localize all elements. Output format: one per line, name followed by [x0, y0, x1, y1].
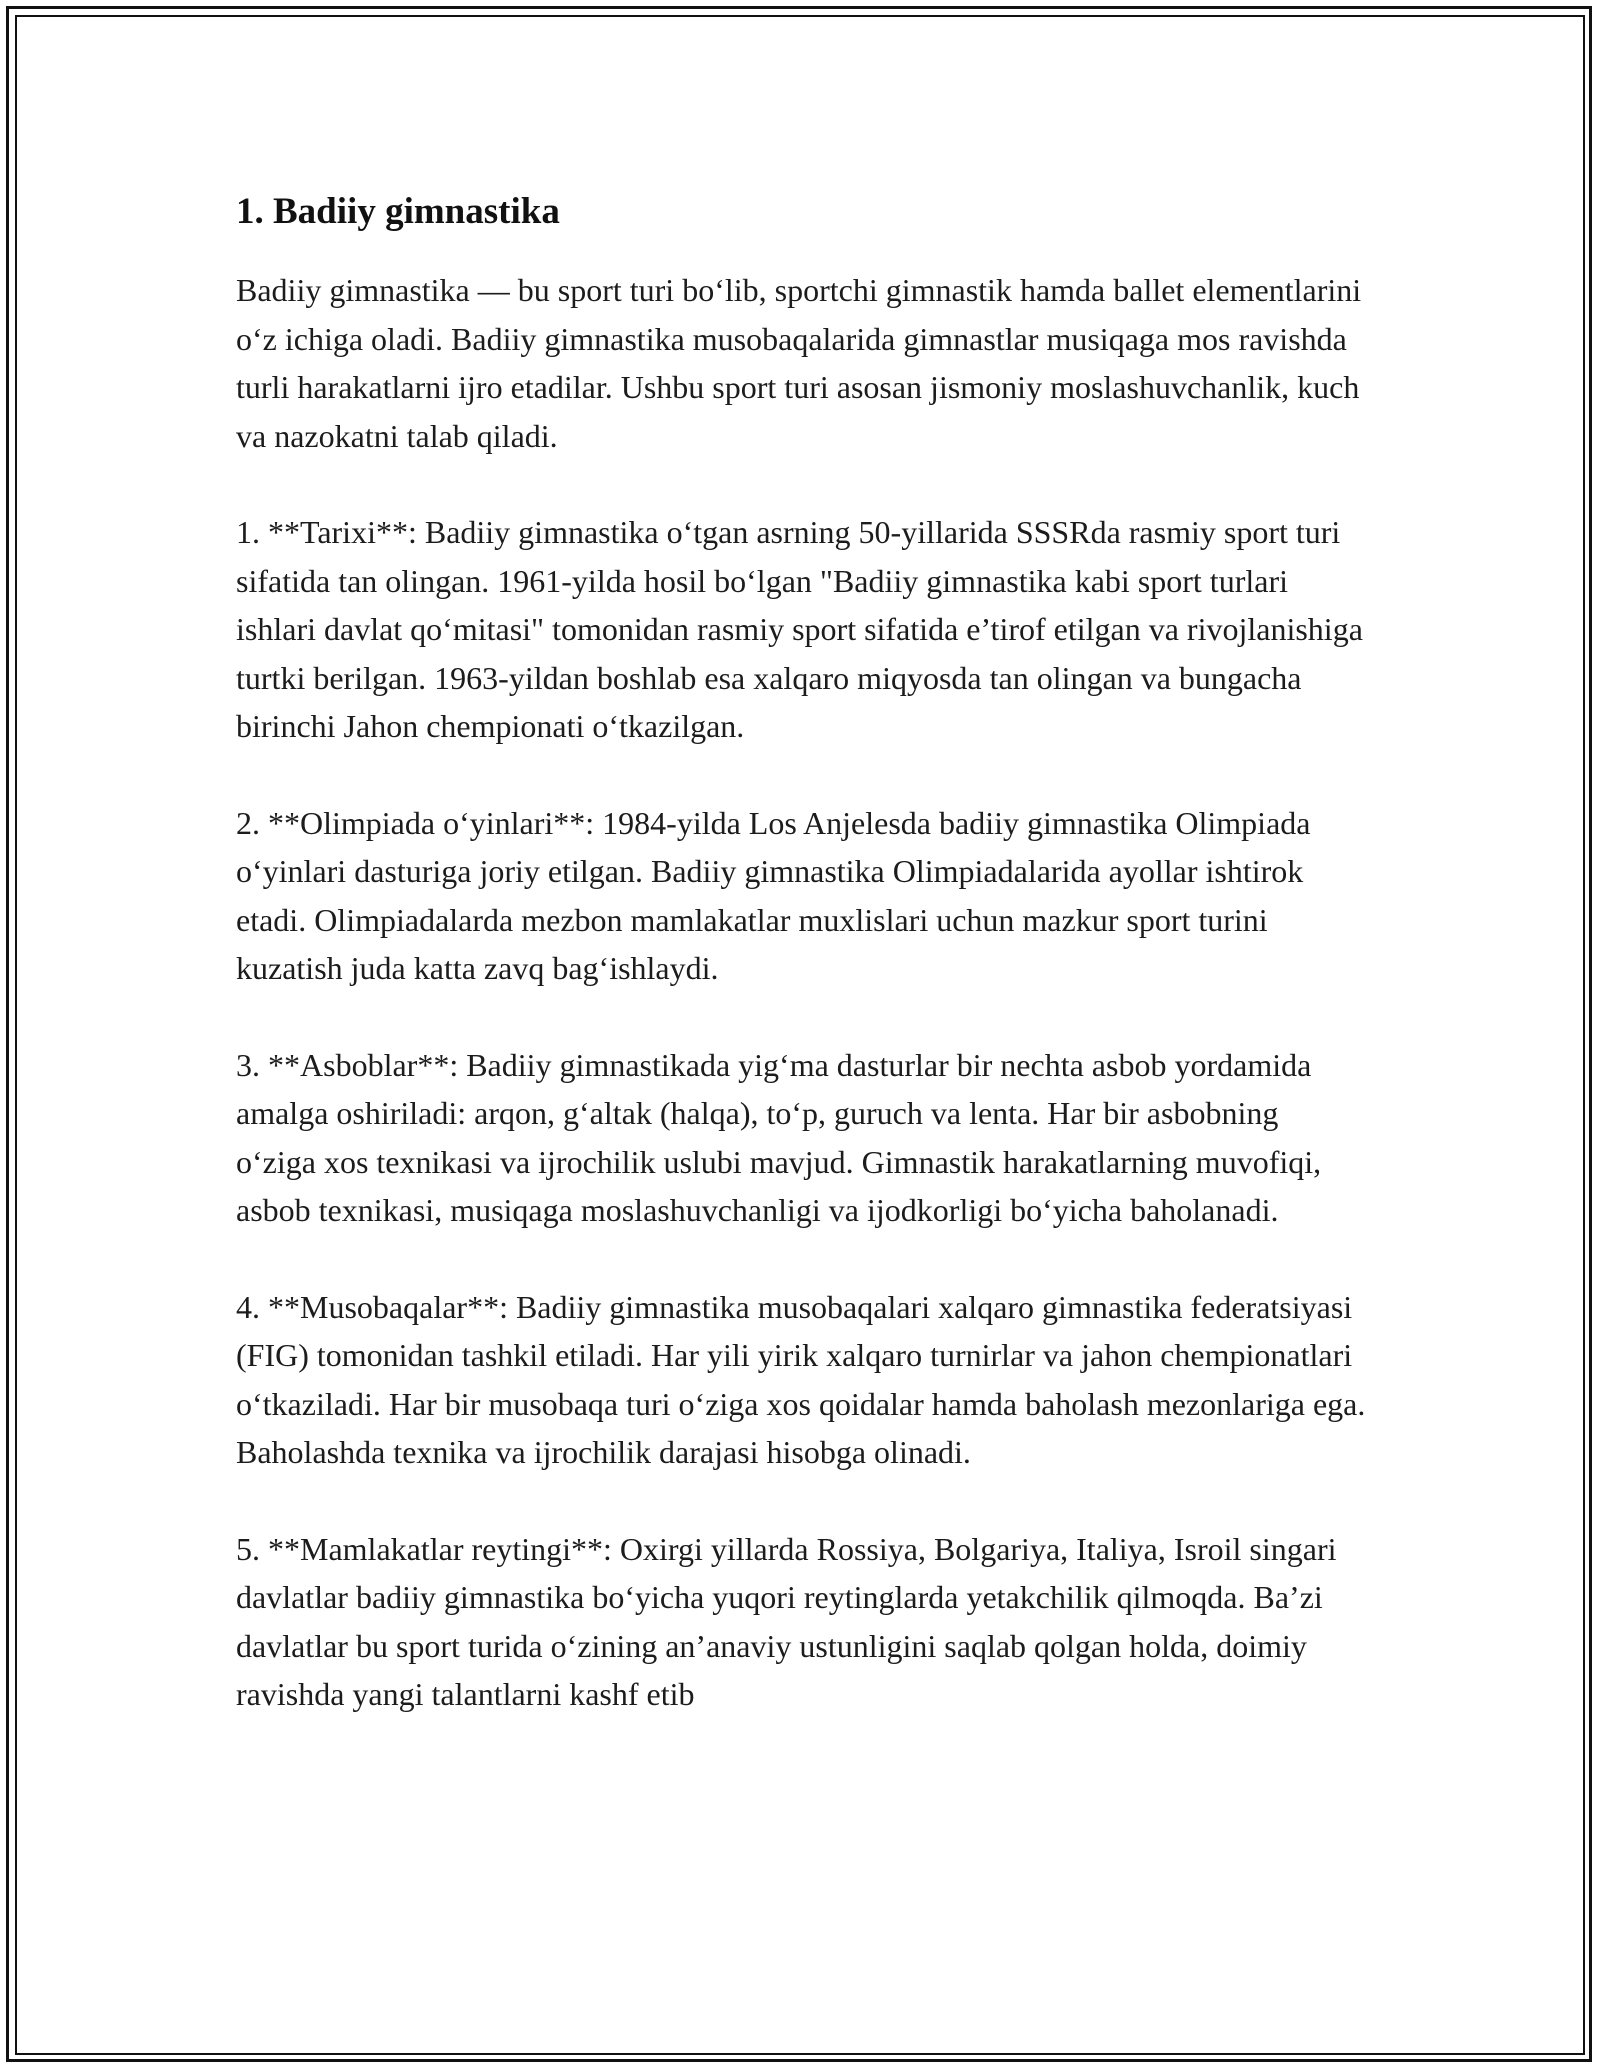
paragraph-country-ranking: 5. **Mamlakatlar reytingi**: Oxirgi yillarda Rossiya, Bolgariya, Italiya, Isroil singari davlatlar badiiy gimnastika bo‘yicha yuqori reytinglarda yetakchilik qilmoqda. Ba’zi davlatlar bu sport turida o‘zining an’anaviy ustunligini saqlab qolgan holda, doimiy ravishda yangi talantlarni kashf etib	[236, 1530, 1337, 1712]
document-title: 1. Badiiy gimnastika	[236, 191, 560, 232]
paragraph-history: 1. **Tarixi**: Badiiy gimnastika o‘tgan asrning 50-yillarida SSSRda rasmiy sport turi sifatida tan olingan. 1961-yilda hosil bo‘lgan "Badiiy gimnastika kabi sport turlari ishlari davlat qo‘mitasi" tomonidan rasmiy sport sifatida e’tirof etilgan va rivojlanishiga turtki berilgan. 1963-yildan boshlab esa xalqaro miqyosda tan olingan va bungacha birinchi Jahon chempionati o‘tkazilgan.	[236, 514, 1363, 744]
paragraph-olympics: 2. **Olimpiada o‘yinlari**: 1984-yilda Los Anjelesda badiiy gimnastika Olimpiada o‘yinlari dasturiga joriy etilgan. Badiiy gimnastika Olimpiadalarida ayollar ishtirok etadi. Olimpiadalarda mezbon mamlakatlar muxlislari uchun mazkur sport turini kuzatish juda katta zavq bag‘ishlaydi.	[236, 804, 1311, 986]
document-body	[236, 188, 1366, 1719]
paragraph-apparatus: 3. **Asboblar**: Badiiy gimnastikada yig‘ma dasturlar bir nechta asbob yordamida amalga oshiriladi: arqon, g‘altak (halqa), to‘p, guruch va lenta. Har bir asbobning o‘ziga xos texnikasi va ijrochilik uslubi mavjud. Gimnastik harakatlarning muvofiqi, asbob texnikasi, musiqaga moslashuvchanligi va ijodkorligi bo‘yicha baholanadi.	[236, 1046, 1322, 1228]
paragraph-competitions: 4. **Musobaqalar**: Badiiy gimnastika musobaqalari xalqaro gimnastika federatsiyasi (FIG) tomonidan tashkil etiladi. Har yili yirik xalqaro turnirlar va jahon chempionatlari o‘tkaziladi. Har bir musobaqa turi o‘ziga xos qoidalar hamda baholash mezonlariga ega. Baholashda texnika va ijrochilik darajasi hisobga olinadi.	[236, 1288, 1366, 1470]
paragraph-intro: Badiiy gimnastika — bu sport turi bo‘lib, sportchi gimnastik hamda ballet elementlarini o‘z ichiga oladi. Badiiy gimnastika musobaqalarida gimnastlar musiqaga mos ravishda turli harakatlarni ijro etadilar. Ushbu sport turi asosan jismoniy moslashuvchanlik, kuch va nazokatni talab qiladi.	[236, 272, 1362, 454]
